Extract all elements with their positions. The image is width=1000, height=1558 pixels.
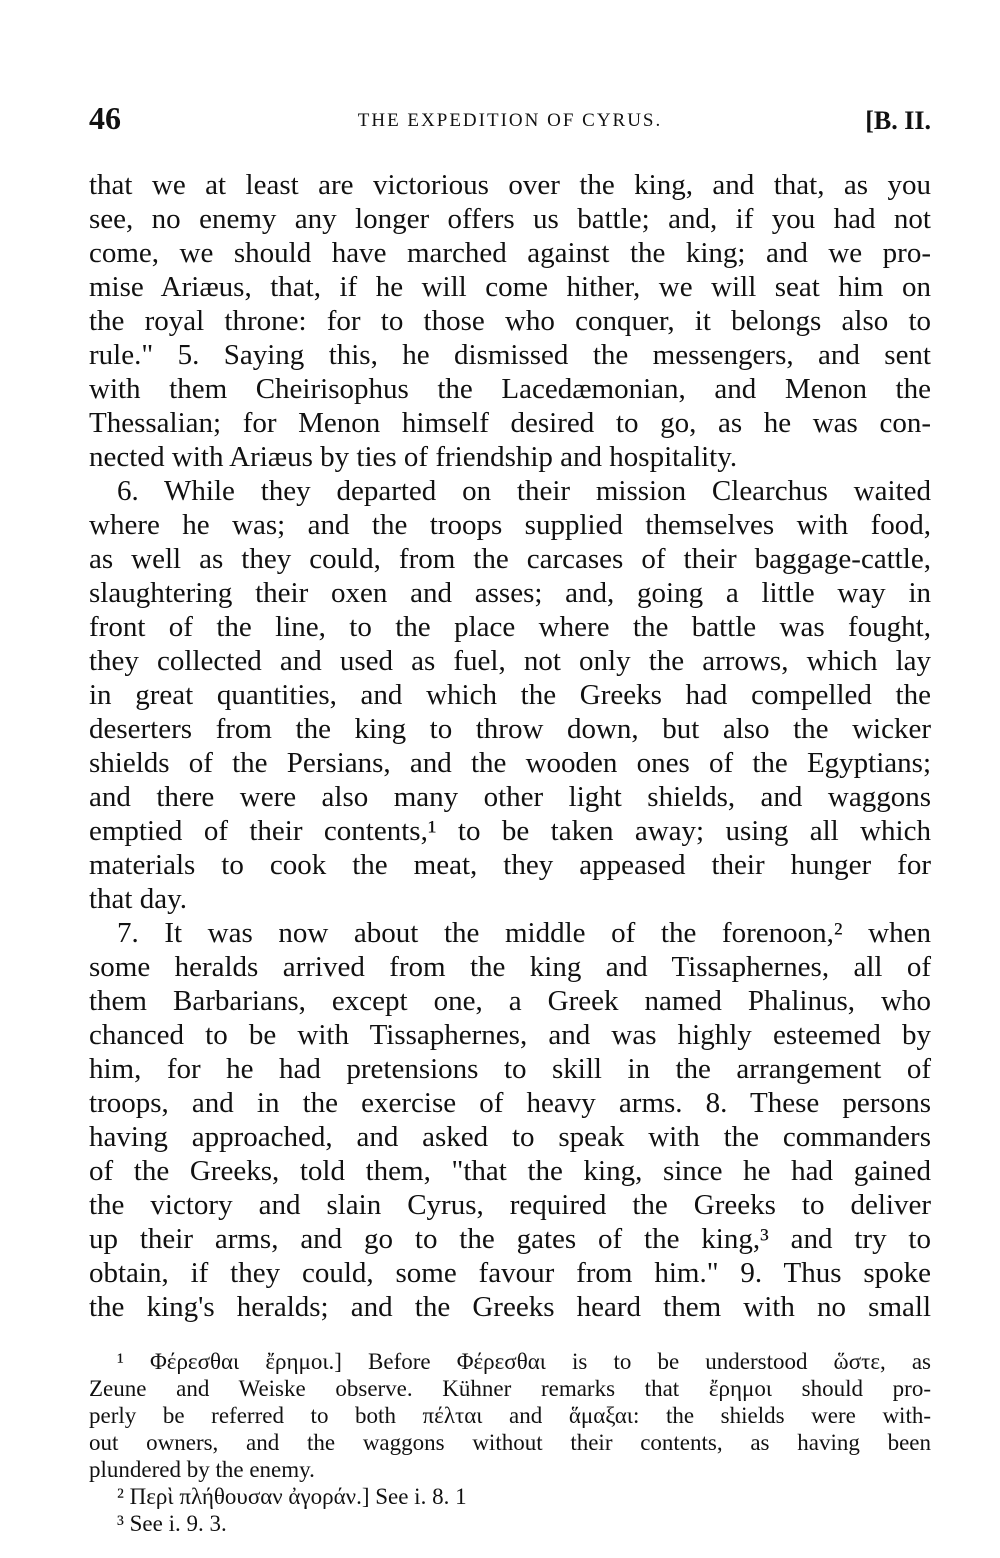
- running-title: THE EXPEDITION OF CYRUS.: [357, 110, 663, 131]
- text-line: them Barbarians, except one, a Greek named Phalinus, who: [89, 985, 931, 1017]
- page-header: [89, 100, 931, 144]
- text-line: and there were also many other light shields, and waggons: [89, 781, 931, 813]
- text-line: slaughtering their oxen and asses; and, going a little way in: [89, 577, 931, 609]
- text-line: the royal throne: for to those who conquer, it belongs also to: [89, 305, 931, 337]
- footnote-line: out owners, and the waggons without their contents, as having been: [89, 1430, 931, 1455]
- footnote-line: Zeune and Weiske observe. Kühner remarks that ἔρημοι should pro-: [89, 1376, 931, 1401]
- text-line: having approached, and asked to speak with the commanders: [89, 1121, 931, 1153]
- page-number: 46: [89, 100, 121, 136]
- text-line: emptied of their contents,¹ to be taken away; using all which: [89, 815, 931, 847]
- text-line: as well as they could, from the carcases of their baggage-cattle,: [89, 543, 931, 575]
- text-line: obtain, if they could, some favour from him." 9. Thus spoke: [89, 1257, 931, 1289]
- text-line: materials to cook the meat, they appeased their hunger for: [89, 849, 931, 881]
- text-line: him, for he had pretensions to skill in the arrangement of: [89, 1053, 931, 1085]
- text-line: troops, and in the exercise of heavy arms. 8. These persons: [89, 1087, 931, 1119]
- text-line: shields of the Persians, and the wooden ones of the Egyptians;: [89, 747, 931, 779]
- text-line: Thessalian; for Menon himself desired to go, as he was con-: [89, 407, 931, 439]
- text-line: the king's heralds; and the Greeks heard them with no small: [89, 1291, 931, 1323]
- footnote-line: ¹ Φέρεσθαι ἔρημοι.] Before Φέρεσθαι is to be understood ὥστε, as: [117, 1349, 931, 1374]
- footnote-line: plundered by the enemy.: [89, 1457, 315, 1482]
- footnote-line: perly be referred to both πέλται and ἅμαξαι: the shields were with-: [89, 1403, 931, 1428]
- text-line: 6. While they departed on their mission Clearchus waited: [117, 475, 931, 507]
- text-line: that day.: [89, 883, 187, 915]
- footnote-line: ² Περὶ πλήθουσαν ἀγοράν.] See i. 8. 1: [117, 1484, 467, 1509]
- body-text: [89, 168, 931, 1324]
- text-line: where he was; and the troops supplied themselves with food,: [89, 509, 931, 541]
- footnote-line: ³ See i. 9. 3.: [117, 1511, 227, 1536]
- text-line: they collected and used as fuel, not only the arrows, which lay: [89, 645, 931, 677]
- text-line: chanced to be with Tissaphernes, and was highly esteemed by: [89, 1019, 931, 1051]
- text-line: of the Greeks, told them, "that the king, since he had gained: [89, 1155, 931, 1187]
- text-line: deserters from the king to throw down, but also the wicker: [89, 713, 931, 745]
- text-line: the victory and slain Cyrus, required the Greeks to deliver: [89, 1189, 931, 1221]
- text-line: up their arms, and go to the gates of the king,³ and try to: [89, 1223, 931, 1255]
- text-line: rule." 5. Saying this, he dismissed the messengers, and sent: [89, 339, 931, 371]
- book-reference: [B. II.: [865, 106, 931, 135]
- text-line: come, we should have marched against the king; and we pro-: [89, 237, 931, 269]
- text-line: with them Cheirisophus the Lacedæmonian, and Menon the: [89, 373, 931, 405]
- text-line: 7. It was now about the middle of the forenoon,² when: [117, 917, 931, 949]
- text-line: mise Ariæus, that, if he will come hither, we will seat him on: [89, 271, 931, 303]
- text-line: some heralds arrived from the king and Tissaphernes, all of: [89, 951, 931, 983]
- footnotes: [89, 1348, 931, 1537]
- text-line: see, no enemy any longer offers us battle; and, if you had not: [89, 203, 931, 235]
- text-line: that we at least are victorious over the king, and that, as you: [89, 169, 931, 201]
- text-line: front of the line, to the place where the battle was fought,: [89, 611, 931, 643]
- text-line: in great quantities, and which the Greeks had compelled the: [89, 679, 931, 711]
- text-line: nected with Ariæus by ties of friendship and hospitality.: [89, 441, 738, 473]
